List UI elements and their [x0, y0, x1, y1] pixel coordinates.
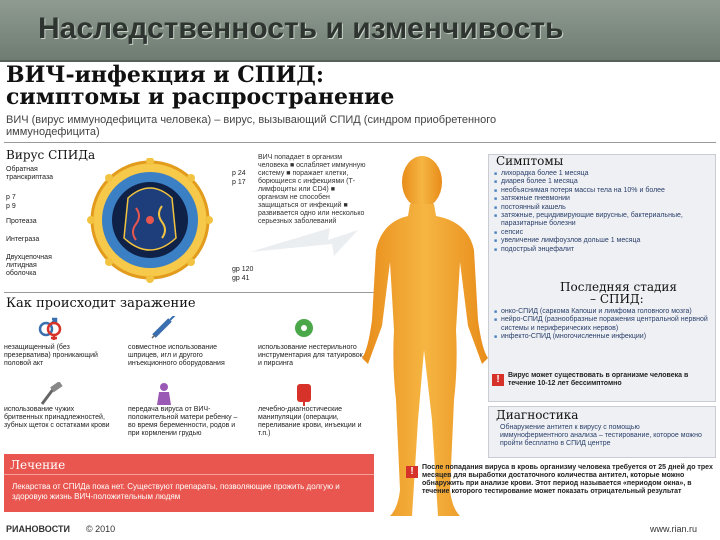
symptoms-warning: Вирус может существовать в организме человека в течение 10-12 лет бессимптомно	[508, 372, 689, 387]
symptom-item: ■ диарея более 1 месяца	[494, 178, 712, 186]
footer-site: www.rian.ru	[650, 524, 698, 534]
pregnancy-icon	[150, 382, 178, 406]
diagnostics-text: Обнаружение антител к вирусу с помощью иммуноферментного анализа – тестирование, которое можно пройти бесплатно в СПИД центре	[500, 424, 702, 447]
divider	[4, 142, 716, 143]
symptom-item: ■ лихорадка более 1 месяца	[494, 170, 712, 178]
syringe-icon	[150, 316, 178, 340]
virus-heading: Вирус СПИДа	[6, 148, 96, 162]
poster-title-line2: симптомы и распространение	[6, 84, 395, 110]
poster-subtitle: ВИЧ (вирус иммунодефицита человека) – вирус, вызывающий СПИД (синдром приобретенного иммунодефицита)	[6, 114, 497, 138]
symptom-item: ■ сепсис	[494, 229, 712, 237]
symptoms-heading: Симптомы	[496, 154, 564, 168]
virus-label-gp41: gp 41	[232, 275, 250, 282]
virus-label-reverse-transcriptase: Обратная транскриптаза	[6, 166, 54, 181]
razor-icon	[36, 382, 64, 406]
symptom-item: ■ постоянный кашель	[494, 204, 712, 212]
poster-title-line1: ВИЧ-инфекция и СПИД:	[6, 62, 324, 88]
treatment-text: Лекарства от СПИДа пока нет. Существуют препараты, позволяющие прожить долгую и здоровую жизнь ВИЧ-положительным людям	[12, 482, 340, 501]
virus-label-gp120: gp 120	[232, 266, 254, 273]
transmission-item-syringes: совместное использование шприцев, игл и другого инъекционного оборудования	[128, 344, 225, 367]
late-stage-heading-1: Последняя стадия	[560, 280, 677, 294]
warning-icon: !	[406, 466, 418, 478]
treatment-panel	[4, 454, 374, 512]
virus-label-integrase: Интеграза	[6, 236, 40, 243]
symptoms-list	[494, 170, 712, 254]
late-stage-item: ■ нейро-СПИД (разнообразные поражения центральной нервной системы и периферических нервов)	[494, 316, 712, 333]
transmission-item-mother-child: передача вируса от ВИЧ-положительной матери ребенку – во время беременности, родов и при кормлении грудью	[128, 406, 238, 437]
treatment-heading: Лечение	[10, 458, 66, 472]
transmission-item-sex: незащищенный (без презерватива) проникающий половой акт	[4, 344, 98, 367]
virus-label-p9: p 9	[6, 203, 16, 210]
virus-label-p7: p 7	[6, 194, 16, 201]
symptom-item: ■ подострый энцефалит	[494, 246, 712, 254]
symptom-item: ■ затяжные пневмонии	[494, 195, 712, 203]
virus-label-p24: p 24	[232, 170, 246, 177]
symptom-item: ■ затяжные, рецидивирующие вирусные, бактериальные, паразитарные болезни	[494, 212, 712, 229]
poster	[0, 62, 720, 540]
transmission-item-razors: использование чужих бритвенных принадлежностей, зубных щеток с остатками крови	[4, 406, 110, 429]
divider	[4, 474, 374, 475]
symptom-item: ■ увеличение лимфоузлов дольше 1 месяца	[494, 237, 712, 245]
virus-description: ВИЧ попадает в организм человека ■ ослабляет иммунную систему ■ поражает клетки, борющиеся с инфекциями (Т-лимфоциты или CD4) ■ организм не способен защищаться от инфекций ■ развивается одно или несколько серьезных заболеваний	[258, 154, 366, 225]
late-stage-heading-2: – СПИД:	[590, 292, 644, 306]
footer-year: © 2010	[86, 524, 116, 534]
symptom-item: ■ необъяснимая потеря массы тела на 10% и более	[494, 187, 712, 195]
virus-illustration	[66, 158, 236, 284]
slide-title: Наследственность и изменчивость	[38, 12, 564, 45]
late-stage-item: ■ инфекто-СПИД (многочисленные инфекции)	[494, 333, 712, 341]
late-stage-list	[494, 308, 712, 342]
poster-title	[6, 64, 394, 108]
late-stage-item: ■ онко-СПИД (саркома Капоши и лимфома головного мозга)	[494, 308, 712, 316]
diagnostics-heading: Диагностика	[496, 408, 579, 422]
diagnostics-note: После попадания вируса в кровь организму человека требуется от 25 дней до трех месяцев для выработки достаточного количества антител, которые можно обнаружить при анализе крови. Этот период называется «периодом окна», в течение которого тестирование может показать отрицательный результат	[422, 464, 713, 495]
sex-symbols-icon	[36, 316, 64, 340]
transmission-heading: Как происходит заражение	[6, 296, 196, 311]
virus-label-p17: p 17	[232, 179, 246, 186]
slide-header	[0, 0, 720, 62]
ria-logo: РИАНОВОСТИ	[6, 524, 70, 534]
transmission-item-medical: лечебно-диагностические манипуляции (операции, переливание крови, инъекции и т.п.)	[258, 406, 362, 437]
virus-label-lipid-envelope: Двухцепочная литидная оболочка	[6, 254, 52, 277]
virus-arrow-icon	[250, 222, 360, 282]
warning-icon: !	[492, 374, 504, 386]
virus-label-protease: Протеаза	[6, 218, 37, 225]
transmission-item-tattoo: использование нестерильного инструментария для татуировок и пирсинга	[258, 344, 363, 367]
poster-footer	[0, 520, 720, 540]
